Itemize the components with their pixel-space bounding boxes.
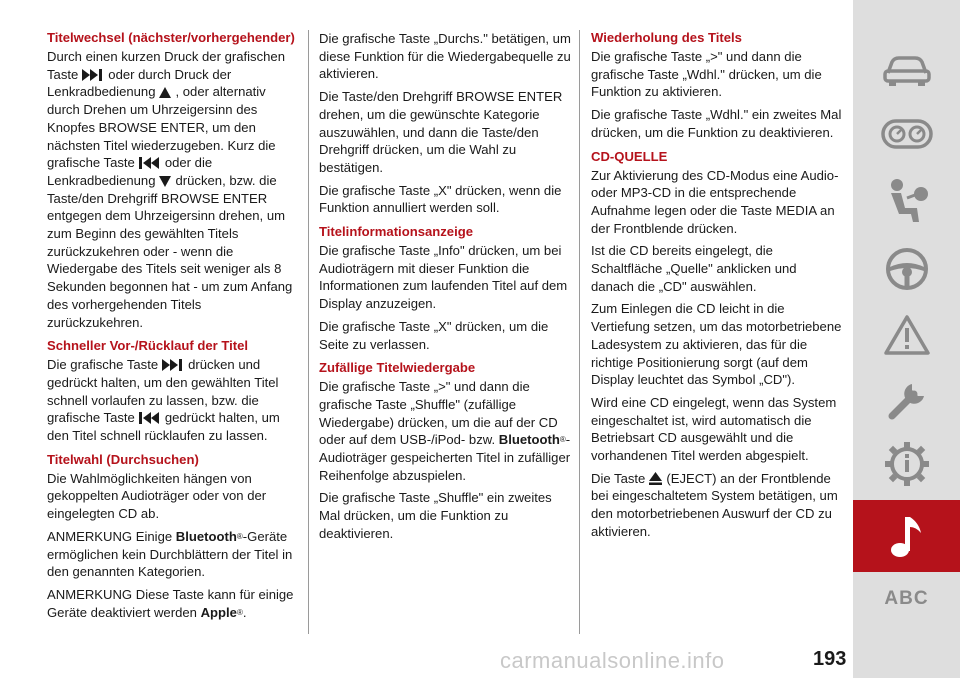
fast-forward-icon	[162, 359, 184, 371]
paragraph-wdhl-off: Die grafische Taste „Wdhl." ein zweites Mal drücken, um die Funktion zu deaktivieren.	[591, 107, 842, 140]
paragraph-shuffle-off: Die grafische Taste „Shuffle" ein zweites Mal drücken, um die Funktion zu deaktivieren.	[319, 490, 552, 541]
paragraph-browse-enter: Die Taste/den Drehgriff BROWSE ENTER drehen, um die gewünschte Kategorie auszuwählen, und dann die Taste/den Drehgriff drücken, um die Wahl zu bestätigen.	[319, 89, 563, 175]
text-column-2	[319, 30, 571, 548]
steering-down-icon	[159, 176, 171, 187]
heading-titelinformation: Titelinformationsanzeige	[319, 224, 473, 240]
column-divider-1	[308, 30, 309, 634]
paragraph-verlassen: Die grafische Taste „X" drücken, um die Seite zu verlassen.	[319, 318, 549, 352]
note-apple: ANMERKUNG Diese Taste kann für einige Geräte deaktiviert werden Apple®.	[47, 586, 294, 620]
page-number: 193	[813, 648, 847, 670]
text-column-3	[591, 30, 843, 546]
paragraph-eject: Die Taste (EJECT) an der Frontblende bei eingeschaltetem System betätigen, um den motorbetriebenen Auswurf der CD zu aktivieren.	[591, 470, 838, 539]
paragraph-titelwahl: Die Wahlmöglichkeiten hängen von gekoppelten Audioträger oder von der eingelegten CD ab.	[47, 470, 267, 522]
heading-wiederholung: Wiederholung des Titels	[591, 30, 742, 45]
heading-schneller-lauf: Schneller Vor-/Rücklauf der Titel	[47, 338, 249, 354]
paragraph-durchs: Die grafische Taste „Durchs." betätigen, um diese Funktion für die Wiedergabequelle zu aktivieren.	[319, 31, 571, 82]
warning-triangle-icon[interactable]	[853, 312, 960, 358]
sidebar-abc-index[interactable]: ABC	[884, 588, 929, 609]
eject-icon	[649, 472, 662, 485]
paragraph-annullieren: Die grafische Taste „X" drücken, wenn die Funktion annulliert werden soll.	[319, 182, 562, 216]
music-note-icon[interactable]	[853, 506, 960, 566]
heading-titelwahl: Titelwahl (Durchsuchen)	[47, 451, 199, 467]
gear-info-icon[interactable]	[853, 440, 960, 488]
chapter-sidebar	[853, 0, 960, 678]
wrench-icon[interactable]	[853, 376, 960, 426]
paragraph-info: Die grafische Taste „Info" drücken, um bei Audioträgern mit dieser Funktion die Informationen zum laufenden Titel auf dem Display anzuzeigen.	[319, 243, 568, 312]
paragraph-titelwechsel: Durch einen kurzen Druck der grafischen Taste oder durch Druck der Lenkradbedienung , oder alternativ durch Drehen um Uhrzeigersinn des Knopfes BROWSE ENTER, um den nächsten Titel wiederzugeben. Kurz die grafische Taste oder die Lenkradbedienung drücken, bzw. die Taste/den Drehgriff BROWSE ENTER entgegen dem Uhrzeigersinn drehen, um zum Beginn des gewählten Titels zurückzukehren oder - wenn die Wiedergabe des Titels seit weniger als 8 Sekunden begonnen hat - um zum Anfang des vorhergehenden Titels zurückzukehren.	[47, 49, 293, 330]
heading-zufaellige-wiedergabe: Zufällige Titelwiedergabe	[319, 360, 476, 376]
dashboard-gauges-icon[interactable]	[853, 112, 960, 156]
paragraph-quelle: Ist die CD bereits eingelegt, die Schaltfläche „Quelle" anklicken und danach die „CD" auswählen.	[591, 243, 797, 294]
airbag-seat-icon[interactable]	[853, 176, 960, 226]
paragraph-cd-modus: Zur Aktivierung des CD-Modus eine Audio- oder MP3-CD in die entsprechende Aufnahme legen oder die Taste MEDIA an der Frontblende drücken.	[591, 167, 839, 236]
heading-titelwechsel: Titelwechsel (nächster/vorhergehender)	[47, 30, 295, 45]
paragraph-automatisch: Wird eine CD eingelegt, wenn das System eingeschaltet ist, wird automatisch die Betriebsart CD ausgewählt und die vorhandenen Titel werden abgespielt.	[591, 394, 837, 464]
paragraph-wdhl-on: Die grafische Taste „>" und dann die grafische Taste „Wdhl." drücken, um die Funktion zu aktivieren.	[591, 49, 822, 100]
column-divider-2	[579, 30, 580, 634]
text-column-1	[47, 30, 299, 626]
previous-track-icon	[139, 157, 161, 169]
steering-up-icon	[159, 87, 171, 98]
note-bluetooth: ANMERKUNG Einige Bluetooth®-Geräte ermöglichen kein Durchblättern der Titel in den genannten Kategorien.	[47, 528, 293, 580]
watermark: carmanualsonline.info	[500, 648, 725, 673]
car-icon[interactable]	[853, 48, 960, 92]
paragraph-schneller-lauf: Die grafische Taste drücken und gedrückt halten, um den gewählten Titel schnell vorlaufen zu lassen, bzw. die grafische Taste gedrückt halten, um den Titel schnell rücklaufen zu lassen.	[47, 357, 280, 444]
steering-wheel-icon[interactable]	[853, 246, 960, 292]
paragraph-shuffle: Die grafische Taste „>" und dann die grafische Taste „Shuffle" (zufällige Wiedergabe) drücken, um die auf der CD oder auf dem USB-/iPod- bzw. Bluetooth®-Audioträger gespeicherten Titel in zufälliger Reihenfolge abzuspielen.	[319, 379, 571, 483]
rewind-icon	[139, 412, 161, 424]
paragraph-einlegen: Zum Einlegen die CD leicht in die Vertiefung setzen, um das motorbetriebene Ladesystem zu aktivieren, das für die richtige Positionierung sorgt (auf dem Display leuchtet das Symbol „CD").	[591, 301, 842, 388]
next-track-icon	[82, 69, 104, 81]
heading-cd-quelle: CD-QUELLE	[591, 148, 668, 164]
